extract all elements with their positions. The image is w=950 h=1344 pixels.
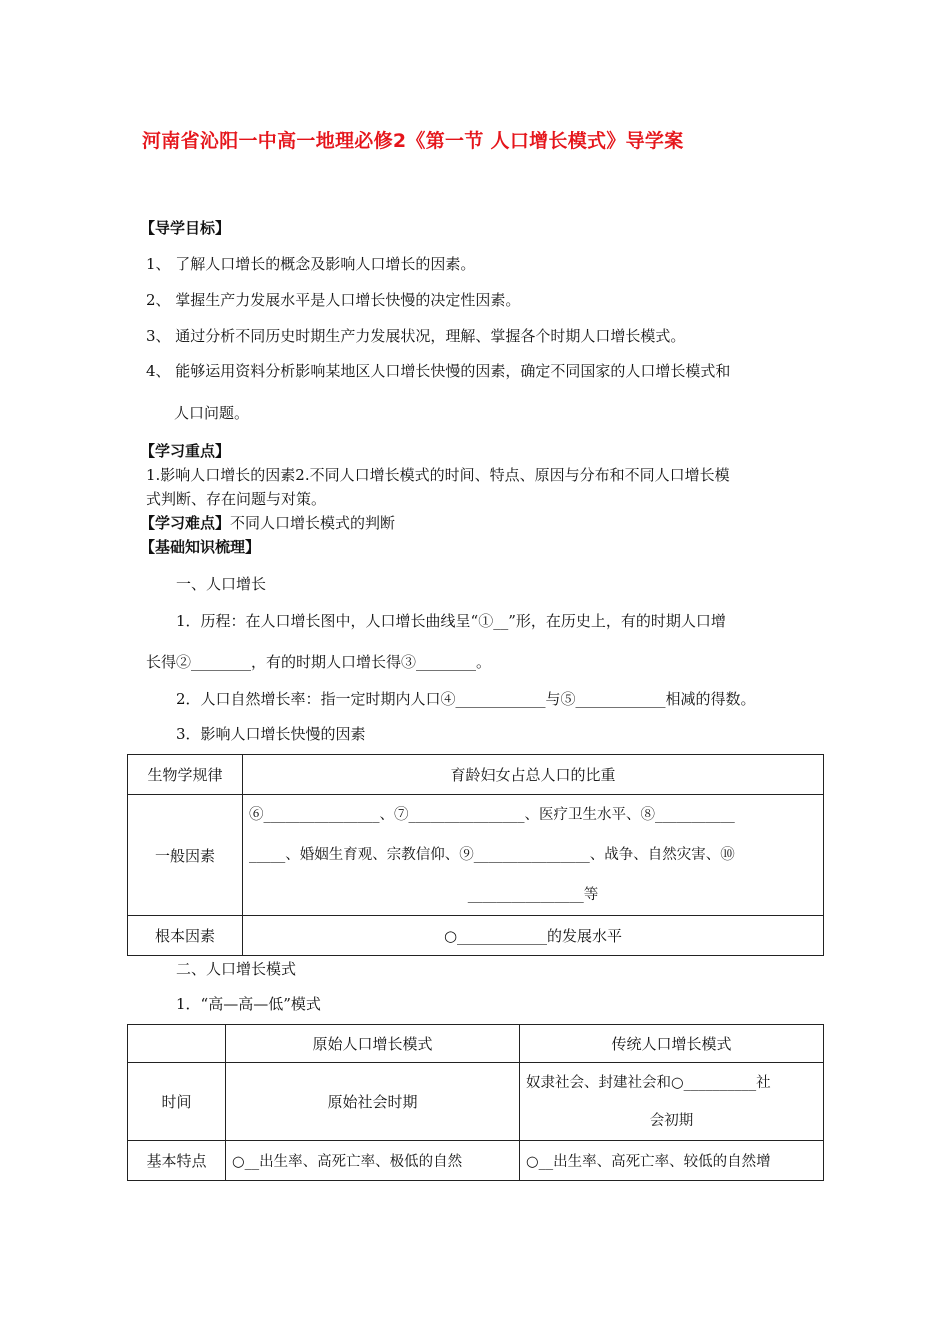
row-label: 生物学规律 — [128, 755, 243, 795]
objective-item: 4、 能够运用资料分析影响某地区人口增长快慢的因素，确定不同国家的人口增长模式和 — [146, 362, 731, 380]
table-row — [128, 1141, 824, 1181]
basics-para: 2．人口自然增长率：指一定时期内人口④____________与⑤____________相减的得数。 — [176, 690, 756, 708]
row-content: ○____________的发展水平 — [243, 916, 824, 956]
difficulty-heading: 【学习难点】 — [140, 514, 231, 532]
difficulty-row — [140, 512, 395, 533]
table-row — [128, 795, 824, 916]
cell: 原始社会时期 — [226, 1063, 520, 1141]
factor-table — [127, 754, 824, 956]
row-content — [243, 795, 824, 916]
table-row — [128, 755, 824, 795]
content-line: ________________等 — [467, 887, 599, 903]
cell: ○__出生率、高死亡率、较低的自然增 — [520, 1141, 824, 1181]
objective-item: 1、 了解人口增长的概念及影响人口增长的因素。 — [146, 255, 476, 273]
difficulty-text: 不同人口增长模式的判断 — [230, 514, 396, 532]
row-label: 基本特点 — [128, 1141, 226, 1181]
key-points-line: 式判断、存在问题与对策。 — [146, 490, 327, 508]
cell — [520, 1063, 824, 1141]
part2-heading: 二、人口增长模式 — [176, 960, 297, 978]
page-title: 河南省沁阳一中高一地理必修2《第一节 人口增长模式》导学案 — [142, 130, 684, 152]
row-label: 根本因素 — [128, 916, 243, 956]
part2-sub: 1．“高—高—低”模式 — [176, 995, 321, 1013]
objective-item: 2、 掌握生产力发展水平是人口增长快慢的决定性因素。 — [146, 291, 521, 309]
objective-item-continuation: 人口问题。 — [174, 404, 250, 422]
basics-para: 长得②________，有的时期人口增长得③________。 — [146, 653, 492, 671]
table-row — [128, 1025, 824, 1063]
row-content: 育龄妇女占总人口的比重 — [243, 755, 824, 795]
row-label: 时间 — [128, 1063, 226, 1141]
header-cell — [128, 1025, 226, 1063]
table-row — [128, 916, 824, 956]
cell-line: 会初期 — [649, 1112, 694, 1129]
objective-item: 3、 通过分析不同历史时期生产力发展状况，理解、掌握各个时期人口增长模式。 — [146, 327, 686, 345]
mode-table — [127, 1024, 824, 1181]
cell-line: 奴隶社会、封建社会和○__________社 — [526, 1074, 771, 1091]
header-cell: 传统人口增长模式 — [520, 1025, 824, 1063]
key-points-heading: 【学习重点】 — [140, 442, 231, 460]
content-line: ⑥________________、⑦________________、医疗卫生水平、⑧___________ — [249, 807, 735, 823]
row-label: 一般因素 — [128, 795, 243, 916]
header-cell: 原始人口增长模式 — [226, 1025, 520, 1063]
basics-para: 3．影响人口增长快慢的因素 — [176, 725, 366, 743]
basics-heading: 【基础知识梳理】 — [140, 538, 261, 556]
content-line: _____、婚姻生育观、宗教信仰、⑨________________、战争、自然灾害、⑩ — [249, 847, 735, 863]
part1-heading: 一、人口增长 — [176, 575, 267, 593]
cell: ○__出生率、高死亡率、极低的自然 — [226, 1141, 520, 1181]
table-row — [128, 1063, 824, 1141]
key-points-line: 1.影响人口增长的因素2.不同人口增长模式的时间、特点、原因与分布和不同人口增长模 — [146, 466, 730, 484]
objectives-heading: 【导学目标】 — [140, 219, 231, 237]
basics-para: 1．历程：在人口增长图中，人口增长曲线呈“①__”形，在历史上，有的时期人口增 — [176, 612, 726, 630]
